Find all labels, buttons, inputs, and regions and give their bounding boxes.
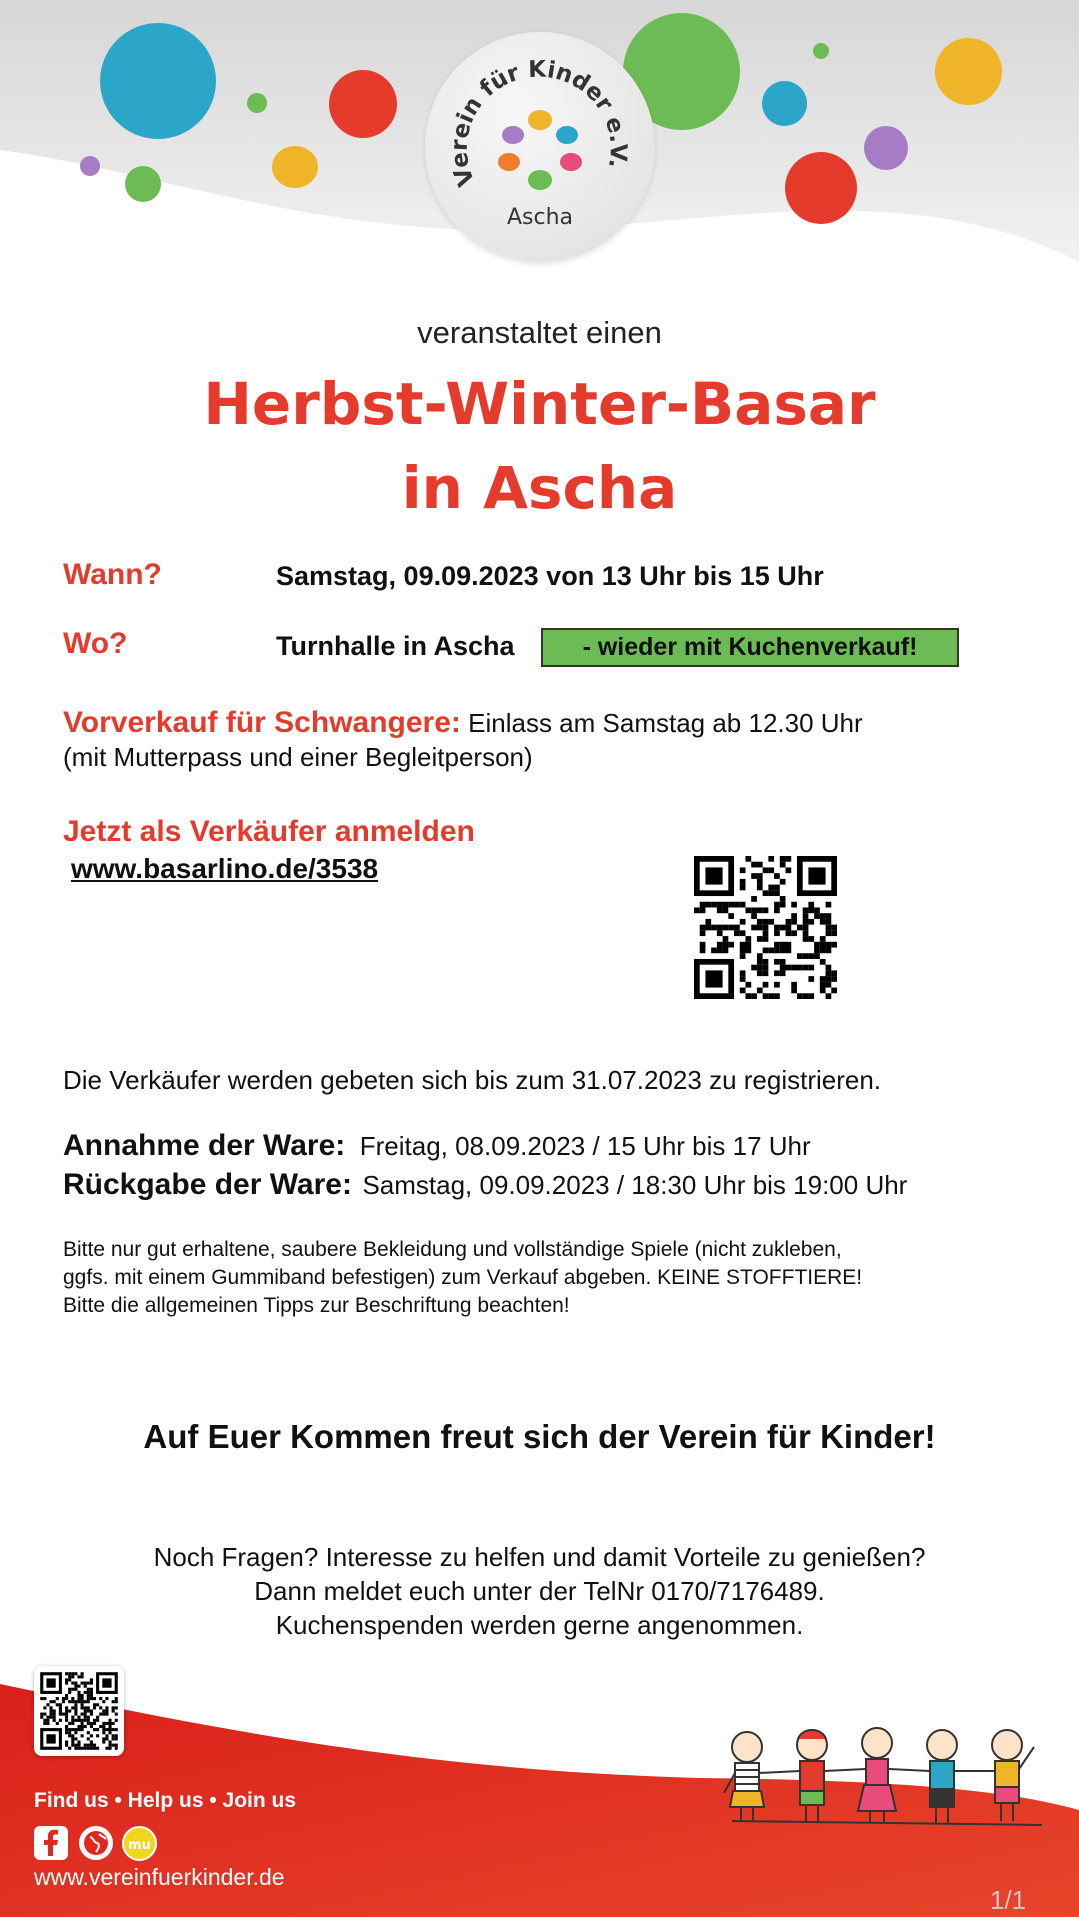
globe-icon[interactable] xyxy=(79,1826,113,1860)
rules-line-1: Bitte nur gut erhaltene, saubere Bekleidung und vollständige Spiele (nicht zukleben, xyxy=(63,1238,842,1261)
page-title xyxy=(0,362,1079,530)
signup-link[interactable]: www.basarlino.de/3538 xyxy=(71,853,379,884)
club-logo xyxy=(425,32,655,262)
footer-tagline: Find us • Help us • Join us xyxy=(34,1789,297,1812)
presale-label: Vorverkauf für Schwangere: xyxy=(63,706,461,739)
contact-block xyxy=(0,1540,1079,1642)
decor-circle-yellow xyxy=(272,146,318,188)
page-indicator: 1/1 xyxy=(990,1885,1027,1915)
cake-sale-badge: - wieder mit Kuchenverkauf! xyxy=(541,628,959,667)
contact-line-3: Kuchenspenden werden gerne angenommen. xyxy=(275,1610,804,1640)
when-label: Wann? xyxy=(63,558,162,591)
decor-circle-red xyxy=(785,152,857,224)
rules-text xyxy=(63,1236,862,1320)
decor-circle-blue xyxy=(100,23,216,139)
decor-circle-red xyxy=(329,70,397,138)
decor-circle-purple xyxy=(80,156,100,176)
where-label: Wo? xyxy=(63,627,128,660)
acceptance-value: Freitag, 08.09.2023 / 15 Uhr bis 17 Uhr xyxy=(359,1131,811,1161)
where-value: Turnhalle in Ascha xyxy=(276,631,515,661)
return-label: Rückgabe der Ware: xyxy=(63,1168,352,1201)
rules-line-3: Bitte die allgemeinen Tipps zur Beschriftung beachten! xyxy=(63,1294,570,1317)
acceptance-label: Annahme der Ware: xyxy=(63,1129,346,1162)
children-illustration xyxy=(712,1725,1062,1835)
closing-line: Auf Euer Kommen freut sich der Verein für Kinder! xyxy=(143,1418,936,1455)
return-row xyxy=(63,1168,907,1202)
decor-circle-purple xyxy=(864,126,908,170)
logo-town: Ascha xyxy=(506,205,574,230)
hands-icon xyxy=(498,110,582,190)
when-value: Samstag, 09.09.2023 von 13 Uhr bis 15 Uhr xyxy=(276,561,824,591)
qr-code[interactable] xyxy=(694,856,837,999)
decor-circle-green xyxy=(813,43,829,59)
facebook-icon[interactable] xyxy=(34,1826,68,1860)
footer-qr-code[interactable] xyxy=(34,1666,124,1756)
decor-circle-green xyxy=(125,166,161,202)
decor-circle-green xyxy=(247,93,267,113)
contact-line-2: Dann meldet euch unter der TelNr 0170/7176489. xyxy=(254,1576,825,1606)
decor-circle-yellow xyxy=(935,38,1002,105)
footer-url[interactable]: www.vereinfuerkinder.de xyxy=(34,1864,285,1890)
svg-text:mu: mu xyxy=(128,1838,151,1853)
decor-circle-blue xyxy=(762,81,807,126)
register-note: Die Verkäufer werden gebeten sich bis zum 31.07.2023 zu registrieren. xyxy=(63,1065,882,1095)
rules-line-2: ggfs. mit einem Gummiband befestigen) zum Verkauf abgeben. KEINE STOFFTIERE! xyxy=(63,1266,863,1289)
title-line-1: Herbst-Winter-Basar xyxy=(203,370,876,438)
return-value: Samstag, 09.09.2023 / 18:30 Uhr bis 19:00 Uhr xyxy=(362,1170,908,1200)
signup-heading: Jetzt als Verkäufer anmelden xyxy=(63,815,475,848)
presale-note: (mit Mutterpass und einer Begleitperson) xyxy=(63,742,533,772)
logo-arc-text: Verein für Kinder e.V. xyxy=(446,56,632,190)
mu-icon[interactable] xyxy=(122,1826,157,1861)
acceptance-row xyxy=(63,1129,811,1163)
presale-block xyxy=(63,706,1063,740)
contact-line-1: Noch Fragen? Interesse zu helfen und damit Vorteile zu genießen? xyxy=(153,1542,926,1572)
subtitle: veranstaltet einen xyxy=(417,315,662,350)
title-line-2: in Ascha xyxy=(401,454,678,522)
presale-text: Einlass am Samstag ab 12.30 Uhr xyxy=(468,708,863,738)
